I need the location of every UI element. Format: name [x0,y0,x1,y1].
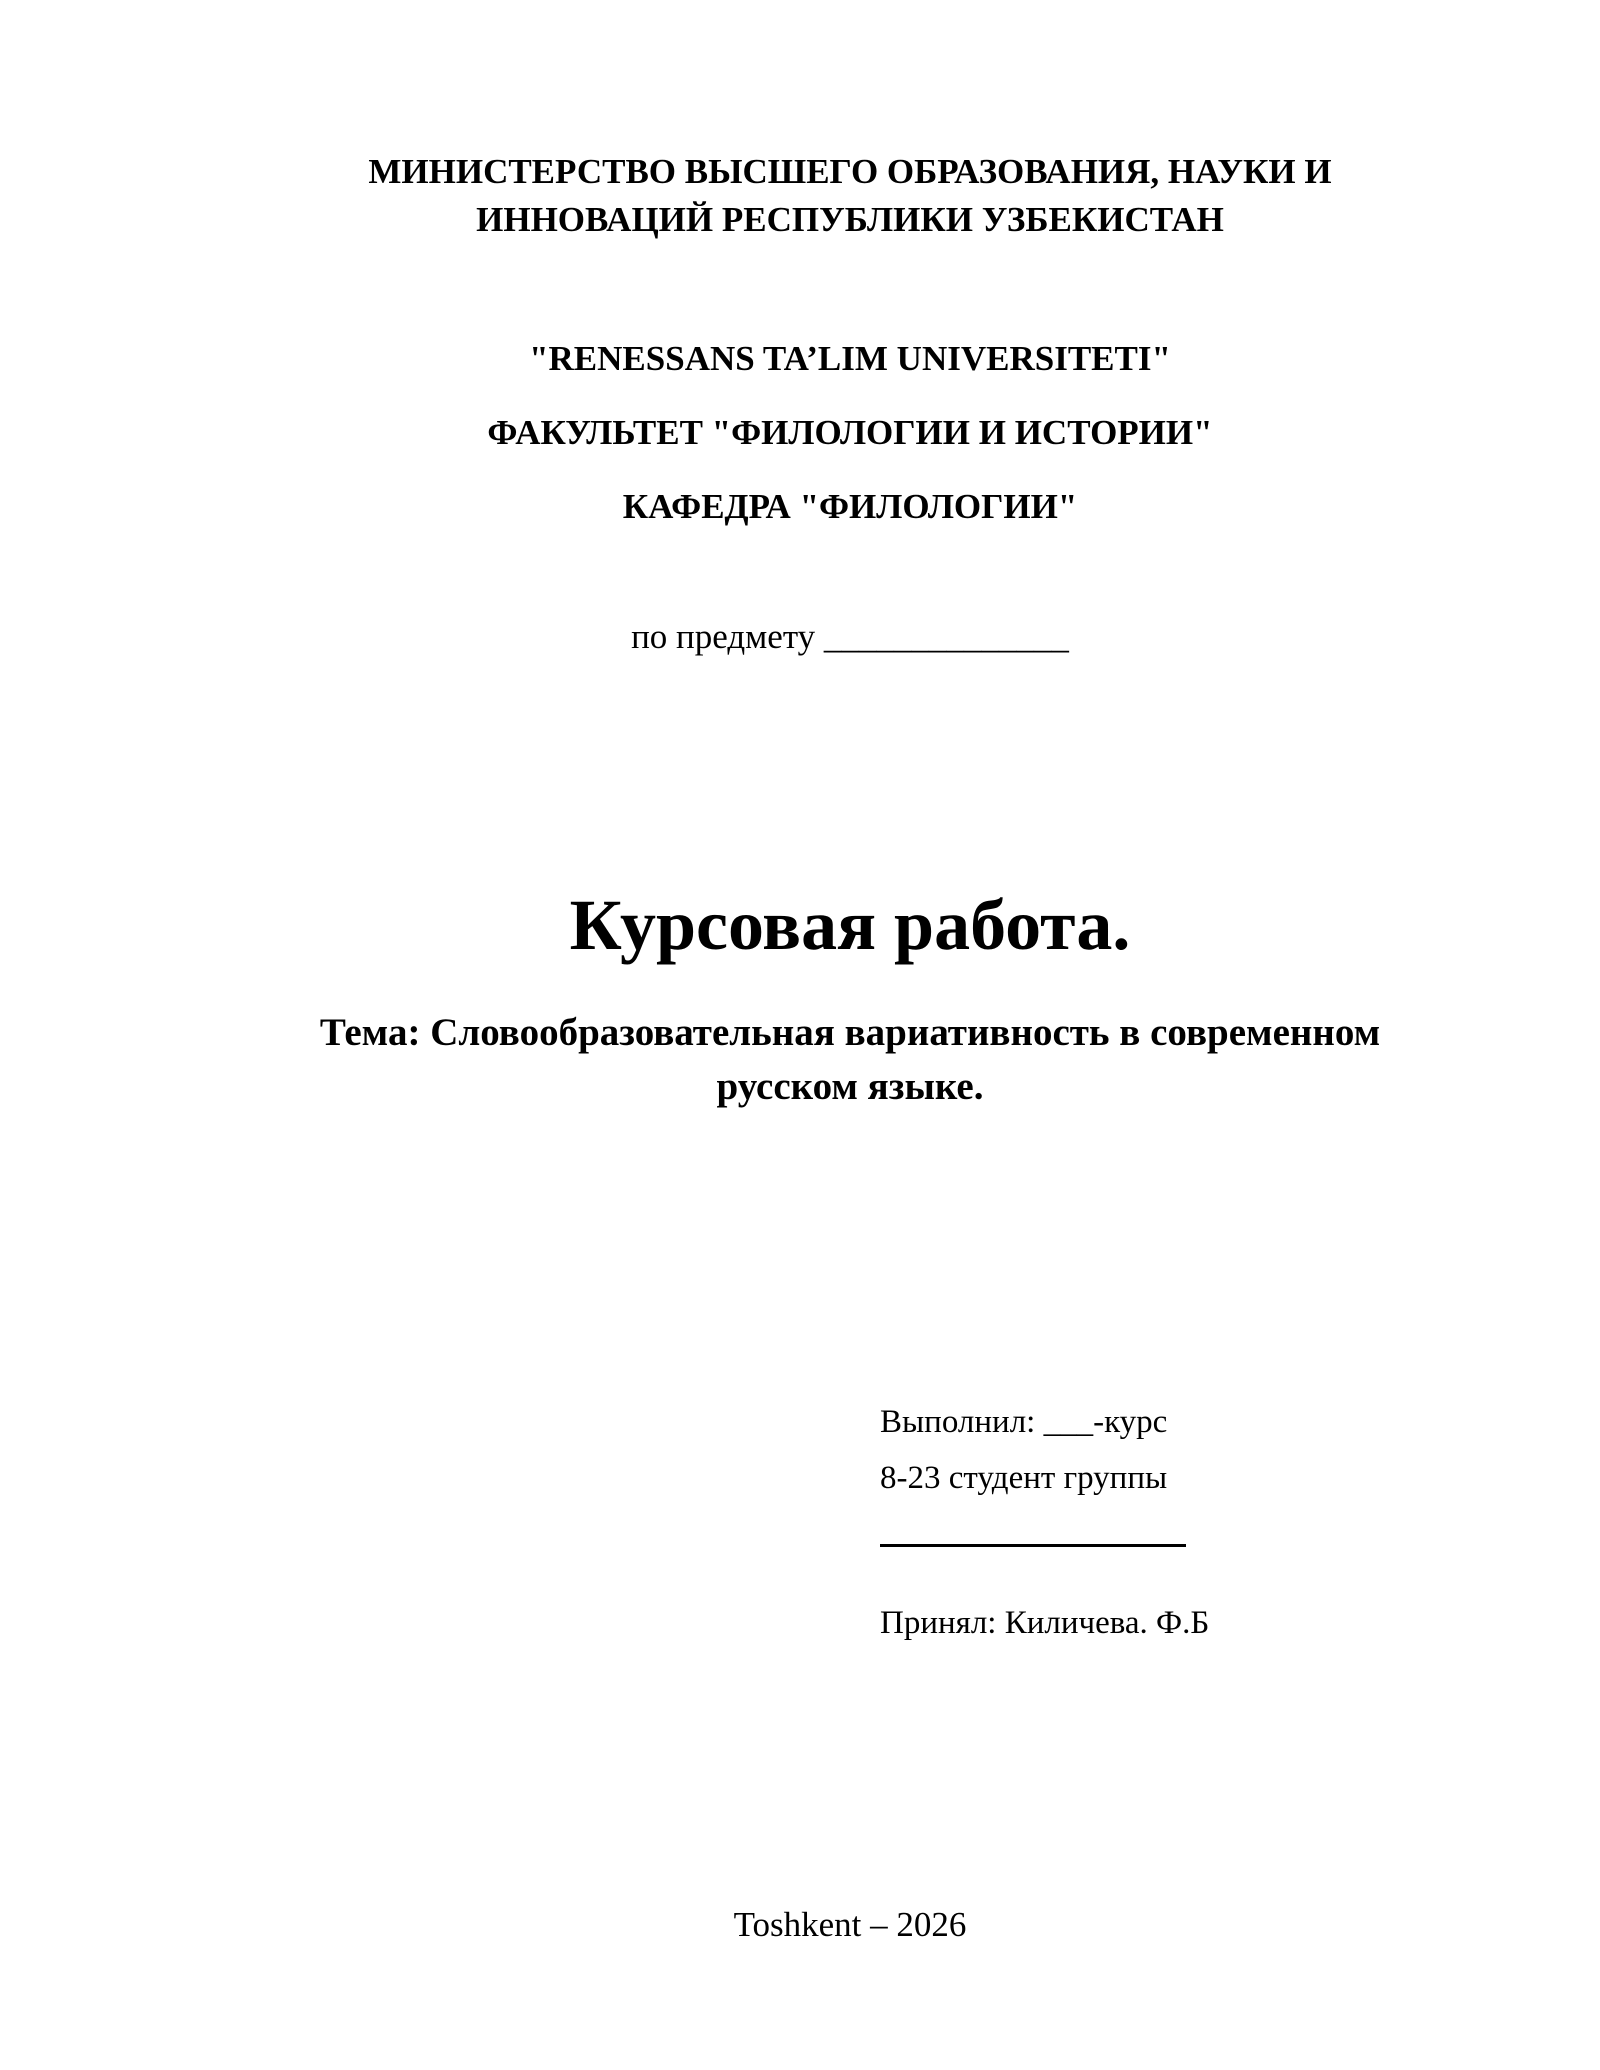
topic-heading [240,1006,1460,1114]
topic-line-2: русском языке. [716,1065,984,1108]
completed-by-line: Выполнил: ___-курс [880,1404,1168,1440]
city-year-footer: Toshkent – 2026 [733,1905,967,1944]
topic-line-1: Тема: Словообразовательная вариативность в современном [319,1011,1381,1054]
faculty-name: ФАКУЛЬТЕТ "ФИЛОЛОГИИ И ИСТОРИИ" [487,413,1213,452]
ministry-line-1: МИНИСТЕРСТВО ВЫСШЕГО ОБРАЗОВАНИЯ, НАУКИ И [368,152,1332,191]
ministry-line-2: ИННОВАЦИЙ РЕСПУБЛИКИ УЗБЕКИСТАН [476,200,1224,239]
subject-line: по предмету ______________ [631,617,1069,656]
department-name: КАФЕДРА "ФИЛОЛОГИИ" [622,487,1078,526]
group-line: 8-23 студент группы [880,1460,1168,1496]
accepted-by-line: Принял: Киличева. Ф.Б [880,1605,1210,1641]
university-name: "RENESSANS TA’LIM UNIVERSITETI" [529,339,1171,378]
work-type-title: Курсовая работа. [569,885,1131,965]
student-name-rule [880,1544,1186,1547]
signature-block [880,1394,1480,1651]
ministry-heading [240,148,1460,244]
